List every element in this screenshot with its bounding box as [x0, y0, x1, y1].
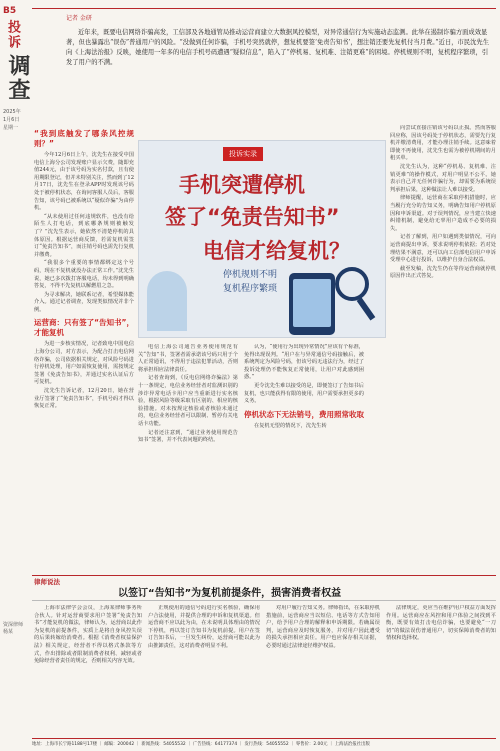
paragraph: 沈先生告诉记者，12月20日，她在营业厅签署了“免责告知书”，手机号码才得以恢复正常。 [34, 388, 134, 410]
paragraph: 今年12月6日上午，沈先生在接受中国电信上海分公司发现账户显示欠费，随即充值244元，由于该号码为实名付款，且有使用期限登记，但并未特别关注，然而到了12月17日，沈先生在登录APP时发现该号码处于被停机状态，在询问客服人员后，客服告知，该号码已被系统以“疑似诈骗”为由停机。 [34, 152, 134, 212]
poster-subline-1: 停机规则不明 [223, 270, 278, 280]
paragraph: 为寻求解决，她联系记者，希望媒体能介入。通过记者调查，发现类似情况并非个例。 [34, 291, 134, 313]
law-title-rule [32, 600, 496, 601]
section-big-label: 调查 [5, 54, 31, 102]
law-column-3 [266, 605, 380, 735]
feature-poster [138, 140, 386, 338]
poster-headline-2: 签了“免责告知书” [165, 205, 340, 229]
article-column-4 [390, 125, 496, 572]
subheading-3: 停机状态下无法销号，费用照常收取 [244, 409, 364, 419]
paragraph: 向尝试直接注销该号码以止损。然而客服回应称，因该号码处于停机状态，需要先行复机并缴清费用，才能办理注销手续。这意味着即使不再使用，沈先生也需为被停机期间的月租买单。 [390, 125, 496, 162]
article-column-2 [138, 344, 238, 572]
paragraph: “我很多个重要的事情都绑定这个号码，现在不复机就没办法正常工作。”沈先生说，她已多次拨打客服电话，均未得到明确答复，不得不先复机以解燃眉之急。 [34, 260, 134, 290]
law-column-2 [148, 605, 260, 735]
law-section-tag: 律师说法 [34, 578, 60, 586]
magnifier-handle [357, 297, 376, 320]
paragraph: 电信上海公司通告业务使用规范有关“告知”书，签署者需承诺该号码只用于个人正常通讯，不得用于违法犯罪活动，否则将承担相应法律责任。 [138, 344, 238, 373]
poster-subline-2: 复机程序繁琐 [223, 284, 278, 294]
page-number: B5 [3, 6, 17, 16]
decorative-shape [147, 271, 187, 331]
poster-headline-1: 手机突遭停机 [179, 173, 305, 197]
masthead [3, 6, 29, 132]
subheading-2: 运营商：只有签了“告知书”，才能复机 [34, 318, 134, 338]
lawyer-credit: 资深律师 杨某 [3, 622, 24, 635]
paragraph: 对用户履行告知义务。律师指出，在采取停机措施前，运营商应当以短信、电话等方式告知用户，给予用户合理的解释和申诉期限。若确属误判，运营商应及时恢复服务，并对用户因此遭受的损失承担相应责任。用户也应保存相关证据，必要时通过法律途径维护权益。 [266, 605, 380, 649]
page-footer: 地址：上海市长宁路1188号17楼 ｜ 邮编：200042 ｜ 新闻热线：54055532 ｜ 广告热线：64177374 ｜ 发行热线：54055552 ｜ 零售价：2.00元 ｜ 上海法治报社出版 [32, 738, 496, 747]
magnifier-icon [335, 267, 369, 301]
paragraph: 正规使用的通信号码进行实名核验，确保用户合法使用，并提供合理的申诉和复机渠道。但运营商不应以此为由，在未说明具体理由的情况下停机，再以签订告知书为复机前提。用户在签订告知书后，一旦发生纠纷，运营商可能以此为由推卸责任，这对消费者明显不利。 [148, 605, 260, 649]
paragraph: 截至发稿，沈先生仍在等待运营商就停机原因作出正式答复。 [390, 265, 496, 280]
paragraph: “从未使用过任何违规软件，也没有给陌生人打电话，到底哪条规则被触发了？”沈先生表示，她依然不清楚停机的具体原因。根据运营商反馈，若需复机需签订“免责告知书”，而注销号码也需先行复机并缴费。 [34, 213, 134, 258]
paragraph: 认为，“使用行为出现异常情况”应该有个标准，免得出现误判。“用户在与异常通信号码接触后，被系统判定为风险号码，但该号码无违法行为，经过了投诉处理仍不能恢复正常使用，让用户对此感到困惑。” [244, 344, 364, 381]
section-divider [32, 575, 496, 576]
law-section-title: 以签订“告知书”为复机前提条件，损害消费者权益 [118, 588, 342, 599]
section-label: 投诉 [5, 20, 20, 50]
phone-icon [289, 273, 335, 335]
poster-headline-3: 电信才给复机？ [203, 239, 350, 263]
paragraph: 记者查询到，《反电信网络诈骗法》第十一条规定，电信业务经营者对监测识别的涉诈异常电话卡用户应当重新进行实名核验，根据风险等级采取有区别的、相应的核验措施。对未按规定核验或者核验未通过的，电信业务经营者可以限制、暂停有关电话卡功能。 [138, 375, 238, 427]
editor-credit: 记者 金研 [66, 15, 92, 22]
paragraph: 在复机无望的情况下，沈先生转 [254, 422, 327, 429]
paragraph: 更令沈先生难以接受的是，即便签订了告知书后复机，也只能获得有限的使用，用户需要承担更多的义务。 [244, 382, 364, 405]
paragraph: 律师提醒，运营商在采取停机措施时，应当履行充分的告知义务，明确告知用户停机原因和申诉渠道。对于误判情况，应当建立快速纠错机制，避免给无辜用户造成不必要的损失。 [390, 195, 496, 232]
paragraph: 记者还注意到，“通过业务使用规范告知书”签署，并不代表问题的终结。 [138, 429, 238, 444]
date-weekday: 星期一 [3, 125, 19, 131]
issue-date [3, 108, 29, 132]
article-column-3 [244, 344, 364, 572]
paragraph: 记者了解到，用户如遇到类似情况，可向运营商提出申诉，要求说明停机依据；若对处理结果不满意，还可以向工信部电信用户申诉受理中心进行投诉，以维护自身合法权益。 [390, 234, 496, 264]
poster-tag: 投诉实录 [223, 147, 263, 161]
paragraph: 法律规定，更应当在维护用户权益方面发挥作用。运营商应在风控和用户体验之间找到平衡，既要有效打击电信诈骗，也要避免“一刀切”的做法误伤普通用户，切实保障消费者的知情权和选择权。 [386, 605, 496, 642]
date-year: 2025年 [3, 109, 21, 115]
article-column-1 [34, 125, 134, 572]
article-intro: 近年来，既要电信网络诈骗高发，工信部及各地通管局推动运营商建立大数据风控模型，对异常通信行为实施动态监测。此举在遏制诈骗方面成效显著，但也暴露出“误伤”普通用户的风险。“没做到任何诈骗，手机号突然就停，想复机要签‘免责告知书’，想注销还要先复机付当月费。”近日，市民沈先生向《上海法治报》反映，她使用一年多的电信手机号码遭遇“疑似信息”，陷入了“停机易、复机难、注销更难”的困境。停机规则不明，复机程序繁琐，引发了用户的不满。 [66, 29, 490, 66]
subheading-1: “我到底触发了哪条风控规则？” [34, 129, 134, 148]
law-column-4 [386, 605, 496, 735]
paragraph: 为进一步核实情况，记者致电中国电信上海分公司，对方表示，为配合打击电信网络诈骗，公司依据相关规定，对风险号码进行停机处理，用户如需恢复使用，需按规定签署《免责告知书》，并通过实名认证后方可复机。 [34, 341, 134, 386]
paragraph: 上海市法律学会会员，上海某律师事务所合伙人。针对运营商要求用户签署“免责告知书”才能复机的做法，律师认为，运营商以此作为复机的前提条件，实质上是将自身风控失误的后果转嫁给消费者。根据《消费者权益保护法》相关规定，经营者不得以格式条款等方式，作出排除或者限制消费者权利、减轻或者免除经营者责任的规定，否则相关内容无效。 [34, 605, 142, 665]
date-day: 1月6日 [3, 117, 20, 123]
law-column-1 [34, 605, 142, 735]
paragraph: 沈先生认为，这种“停机易、复机难、注销更难”的操作模式，对用户明显不公平。她表示自己并无任何诈骗行为，却需要为系统误判承担后果，这种做法让人难以接受。 [390, 163, 496, 193]
top-rule [32, 8, 496, 9]
